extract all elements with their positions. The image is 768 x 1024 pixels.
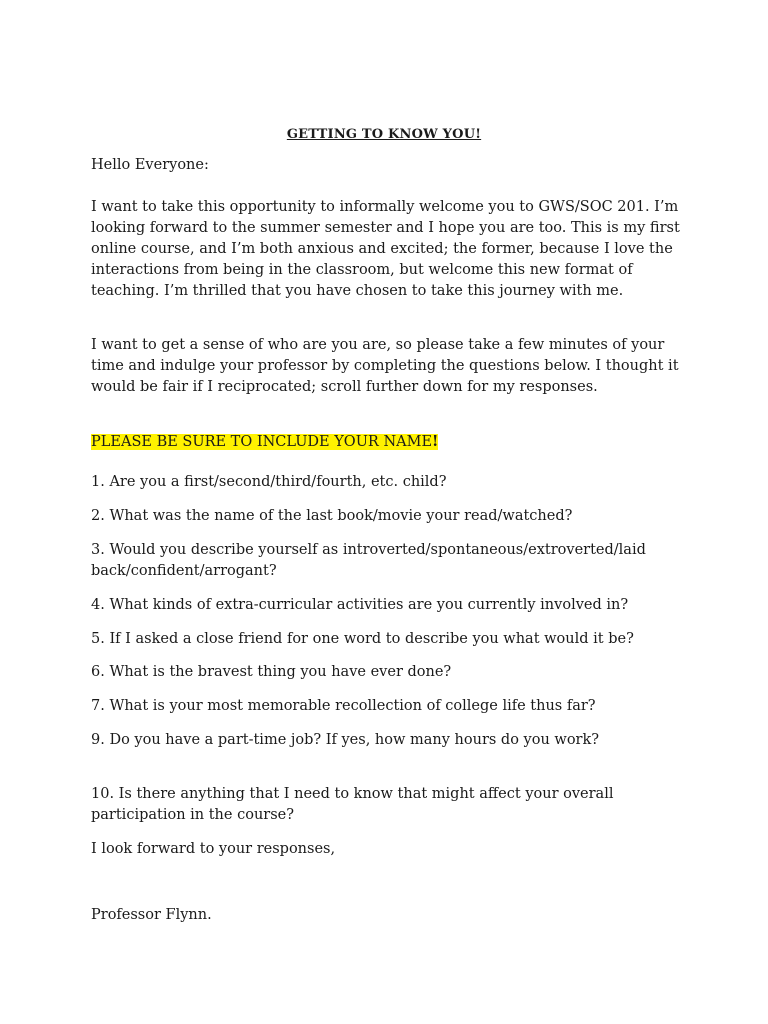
- question-item: 7. What is your most memorable recollection of college life thus far?: [91, 698, 596, 714]
- greeting: Hello Everyone:: [91, 157, 209, 173]
- question-item: 1. Are you a first/second/third/fourth, etc. child?: [91, 474, 447, 490]
- document-title: GETTING TO KNOW YOU!: [286, 127, 482, 142]
- question-item: 3. Would you describe yourself as introverted/spontaneous/extroverted/laid back/confident/arrogant?: [91, 542, 646, 579]
- document-page: [91, 0, 691, 1024]
- question-item: 6. What is the bravest thing you have ever done?: [91, 664, 452, 680]
- closing-line: I look forward to your responses,: [91, 841, 336, 857]
- question-item: 9. Do you have a part-time job? If yes, how many hours do you work?: [91, 732, 600, 748]
- name-notice: [91, 431, 681, 453]
- question-item: 5. If I asked a close friend for one word to describe you what would it be?: [91, 631, 634, 647]
- name-notice-text: PLEASE BE SURE TO INCLUDE YOUR NAME: [91, 434, 433, 450]
- name-notice-highlight: [91, 434, 438, 450]
- instructions-paragraph: I want to get a sense of who are you are, so please take a few minutes of your time and indulge your professor by completing the questions below. I thought it would be fair if I reciprocated; scroll further down for my responses.: [91, 337, 679, 395]
- name-notice-exclamation: !: [432, 433, 439, 450]
- question-item: 2. What was the name of the last book/movie your read/watched?: [91, 508, 573, 524]
- question-item: 10. Is there anything that I need to know that might affect your overall participation in the course?: [91, 786, 614, 823]
- question-item: 4. What kinds of extra-curricular activities are you currently involved in?: [91, 597, 629, 613]
- welcome-paragraph: I want to take this opportunity to informally welcome you to GWS/SOC 201. I’m looking forward to the summer semester and I hope you are too. This is my first online course, and I’m both anxious and excited; the former, because I love the interactions from being in the classroom, but welcome this new format of teaching. I’m thrilled that you have chosen to take this journey with me.: [91, 199, 680, 299]
- signature: Professor Flynn.: [91, 907, 212, 923]
